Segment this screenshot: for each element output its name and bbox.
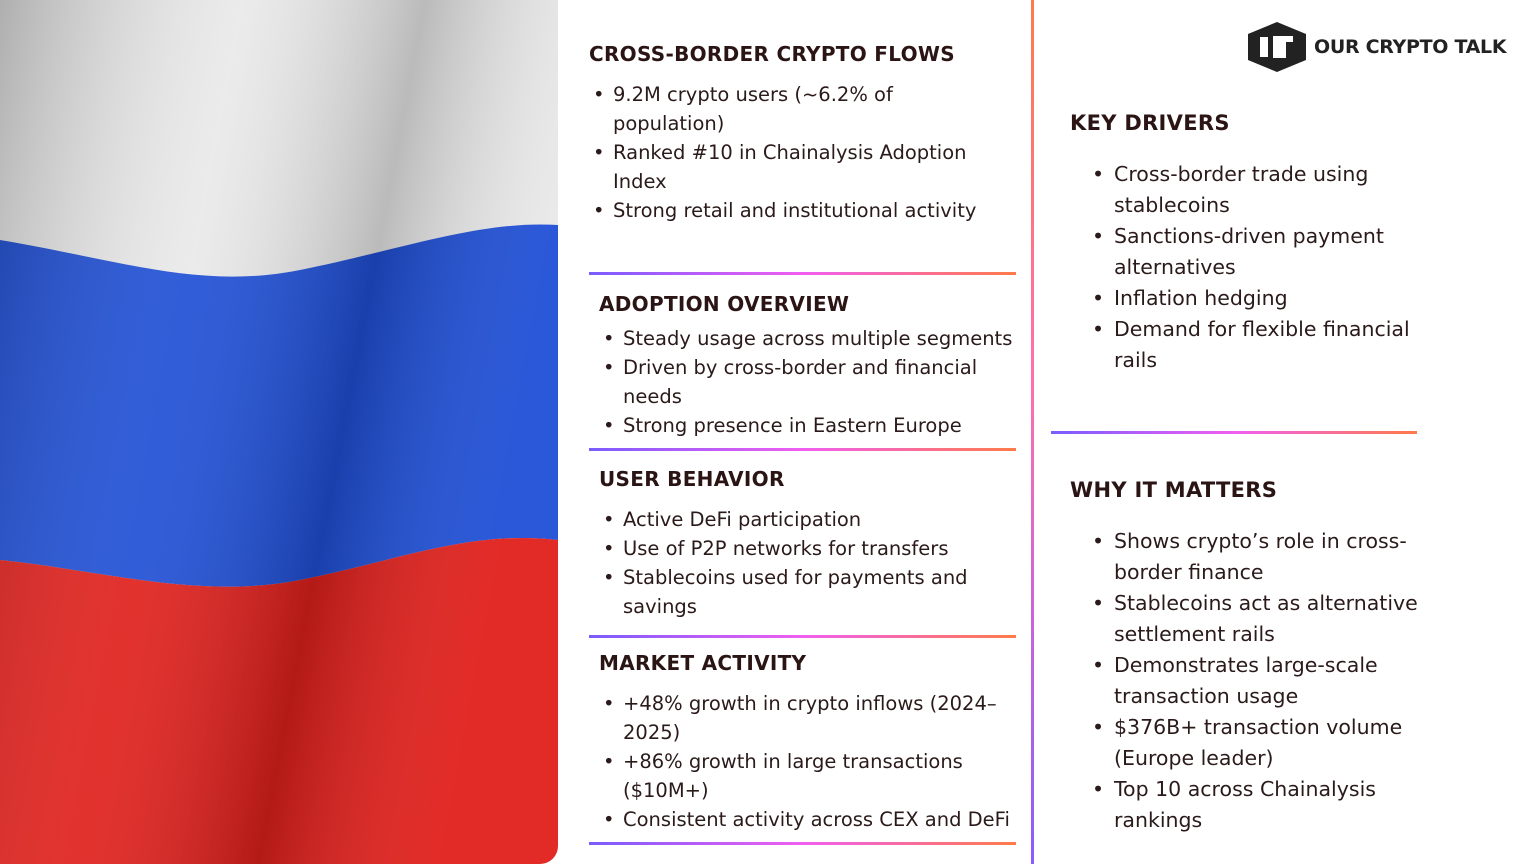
list-item: • Stablecoins act as alternative settlement rails xyxy=(1090,588,1460,650)
section-title: KEY DRIVERS xyxy=(1070,111,1230,135)
list-item: • $376B+ transaction volume (Europe leader) xyxy=(1090,712,1460,774)
list-item: • Ranked #10 in Chainalysis Adoption Index xyxy=(589,138,1009,196)
section-title: USER BEHAVIOR xyxy=(599,467,785,491)
list-item: • Driven by cross-border and financial needs xyxy=(599,353,1019,411)
divider xyxy=(589,448,1016,451)
divider xyxy=(1051,431,1417,434)
list-item: • +86% growth in large transactions ($10M+) xyxy=(599,747,1019,805)
section-cross-border-flows xyxy=(589,42,1009,225)
logo-icon xyxy=(1248,22,1306,72)
list-item: • Steady usage across multiple segments xyxy=(599,324,1019,353)
section-title: ADOPTION OVERVIEW xyxy=(599,292,850,316)
vertical-divider xyxy=(1031,0,1034,864)
section-title: CROSS-BORDER CRYPTO FLOWS xyxy=(589,42,955,66)
list-item: • Shows crypto’s role in cross-border finance xyxy=(1090,526,1460,588)
logo-text: OUR CRYPTO TALK xyxy=(1314,36,1507,58)
section-title: MARKET ACTIVITY xyxy=(599,651,807,675)
list-item: • Strong retail and institutional activity xyxy=(589,196,1009,225)
list-item: • Consistent activity across CEX and DeFi xyxy=(599,805,1019,834)
section-why-it-matters xyxy=(1070,478,1460,836)
list-item: • Stablecoins used for payments and savings xyxy=(599,563,1019,621)
list-item: • +48% growth in crypto inflows (2024–2025) xyxy=(599,689,1019,747)
list-item: • Cross-border trade using stablecoins xyxy=(1090,159,1450,221)
list-item: • Top 10 across Chainalysis rankings xyxy=(1090,774,1460,836)
list-item: • Demand for flexible financial rails xyxy=(1090,314,1450,376)
section-title: WHY IT MATTERS xyxy=(1070,478,1278,502)
list-item: • Active DeFi participation xyxy=(599,505,1019,534)
divider xyxy=(589,272,1016,275)
divider xyxy=(589,842,1016,845)
list-item: • Inflation hedging xyxy=(1090,283,1450,314)
section-user-behavior xyxy=(599,467,1019,621)
logo xyxy=(1248,22,1506,72)
section-market-activity xyxy=(599,651,1019,834)
list-item: • Sanctions-driven payment alternatives xyxy=(1090,221,1450,283)
list-item: • 9.2M crypto users (~6.2% of population) xyxy=(589,80,1009,138)
section-adoption-overview xyxy=(599,292,1019,440)
list-item: • Demonstrates large-scale transaction usage xyxy=(1090,650,1460,712)
russia-flag-image xyxy=(0,0,558,864)
list-item: • Use of P2P networks for transfers xyxy=(599,534,1019,563)
section-key-drivers xyxy=(1070,111,1450,376)
divider xyxy=(589,635,1016,638)
list-item: • Strong presence in Eastern Europe xyxy=(599,411,1019,440)
